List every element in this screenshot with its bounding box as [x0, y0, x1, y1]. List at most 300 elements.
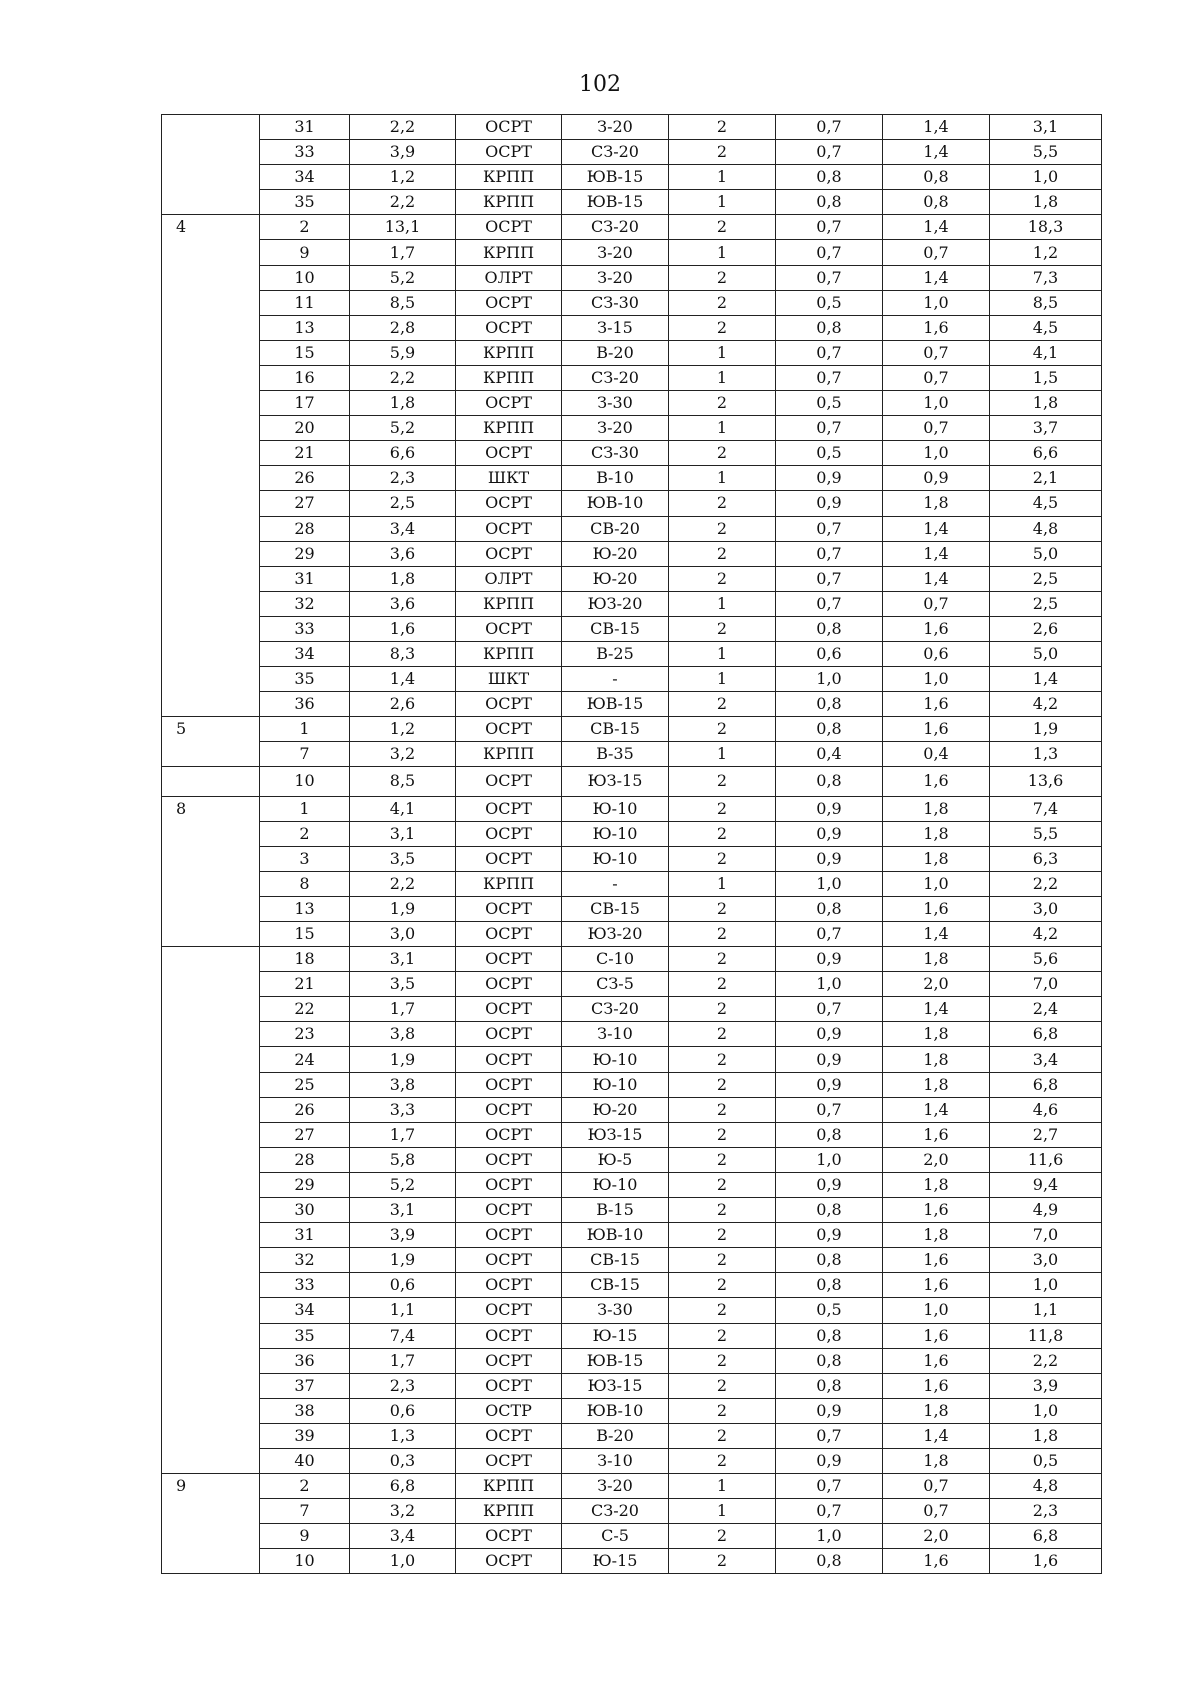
table-cell: 0,7 [883, 591, 990, 616]
table-cell: З-20 [562, 416, 669, 441]
table-cell: 1,5 [990, 365, 1102, 390]
table-cell: 2 [669, 1423, 776, 1448]
table-row [162, 641, 1102, 666]
table-cell: 0,7 [776, 1097, 883, 1122]
table-cell: 1,8 [883, 1398, 990, 1423]
table-cell: 27 [260, 491, 350, 516]
table-row [162, 1298, 1102, 1323]
table-cell: 2 [669, 1198, 776, 1223]
table-cell: 1,6 [883, 1122, 990, 1147]
table-cell: З-20 [562, 1474, 669, 1499]
table-row [162, 441, 1102, 466]
table-cell: 0,9 [776, 491, 883, 516]
table-cell: ОСРТ [456, 1423, 562, 1448]
group-label-cell: 9 [162, 1474, 260, 1574]
table-cell: 1 [669, 190, 776, 215]
table-cell: 2 [669, 821, 776, 846]
table-cell: ОСРТ [456, 1147, 562, 1172]
table-cell: 1,6 [883, 896, 990, 921]
table-cell: 0,7 [776, 140, 883, 165]
table-row [162, 1172, 1102, 1197]
table-cell: С-10 [562, 947, 669, 972]
table-row [162, 997, 1102, 1022]
table-cell: 0,8 [776, 692, 883, 717]
table-cell: 2 [669, 616, 776, 641]
table-cell: ЮВ-10 [562, 1223, 669, 1248]
table-row [162, 1549, 1102, 1574]
table-cell: 1,8 [990, 1423, 1102, 1448]
table-cell: 1,6 [990, 1549, 1102, 1574]
table-cell: 2 [669, 1373, 776, 1398]
table-cell: 3,7 [990, 416, 1102, 441]
table-cell: 2 [669, 1448, 776, 1473]
table-cell: 7 [260, 742, 350, 767]
table-cell: 5,8 [350, 1147, 456, 1172]
table-cell: 1 [669, 365, 776, 390]
table-row [162, 190, 1102, 215]
table-cell: 26 [260, 1097, 350, 1122]
table-cell: 2 [669, 1323, 776, 1348]
table-cell: 0,8 [776, 1273, 883, 1298]
table-cell: 23 [260, 1022, 350, 1047]
table-cell: 4,9 [990, 1198, 1102, 1223]
table-cell: 2,4 [990, 997, 1102, 1022]
table-cell: 0,8 [776, 1373, 883, 1398]
table-row [162, 1398, 1102, 1423]
table-cell: 0,5 [776, 290, 883, 315]
table-cell: 0,5 [990, 1448, 1102, 1473]
table-cell: 1,4 [883, 541, 990, 566]
table-row [162, 1147, 1102, 1172]
table-cell: 0,8 [776, 767, 883, 796]
group-label-cell [162, 767, 260, 796]
table-cell: 2 [669, 1273, 776, 1298]
table-cell: 1,0 [350, 1549, 456, 1574]
table-cell: ОСРТ [456, 1122, 562, 1147]
table-cell: 0,6 [350, 1273, 456, 1298]
table-cell: 0,7 [883, 416, 990, 441]
table-cell: 0,7 [776, 265, 883, 290]
table-cell: 2 [260, 1474, 350, 1499]
table-cell: 2 [260, 821, 350, 846]
table-row [162, 767, 1102, 796]
table-cell: 1,6 [883, 1248, 990, 1273]
table-cell: КРПП [456, 1499, 562, 1524]
table-row [162, 1097, 1102, 1122]
table-cell: ОСРТ [456, 922, 562, 947]
table-row [162, 796, 1102, 821]
table-cell: ОСРТ [456, 1248, 562, 1273]
table-cell: 2 [669, 315, 776, 340]
table-cell: 18,3 [990, 215, 1102, 240]
table-cell: 1,6 [883, 1323, 990, 1348]
table-cell: 4,5 [990, 491, 1102, 516]
table-cell: 1,0 [990, 1273, 1102, 1298]
table-row [162, 391, 1102, 416]
table-cell: 5,2 [350, 1172, 456, 1197]
table-cell: З-20 [562, 240, 669, 265]
table-cell: 0,4 [883, 742, 990, 767]
table-cell: ОСРТ [456, 1373, 562, 1398]
table-row [162, 1524, 1102, 1549]
table-cell: КРПП [456, 641, 562, 666]
table-cell: 25 [260, 1072, 350, 1097]
table-cell: 0,9 [776, 796, 883, 821]
table-cell: 1,8 [350, 391, 456, 416]
table-cell: 1,8 [883, 491, 990, 516]
table-cell: 0,9 [883, 466, 990, 491]
table-row [162, 541, 1102, 566]
table-cell: 0,9 [776, 1047, 883, 1072]
table-cell: 0,7 [776, 240, 883, 265]
table-row [162, 1022, 1102, 1047]
table-cell: 2 [669, 1172, 776, 1197]
table-cell: 0,7 [776, 215, 883, 240]
table-cell: 0,8 [776, 1198, 883, 1223]
table-cell: 0,4 [776, 742, 883, 767]
table-cell: 0,9 [776, 1172, 883, 1197]
table-cell: 3,4 [350, 1524, 456, 1549]
table-cell: В-20 [562, 340, 669, 365]
table-row [162, 1448, 1102, 1473]
table-row [162, 1323, 1102, 1348]
table-cell: 0,8 [883, 165, 990, 190]
table-cell: 1,0 [776, 972, 883, 997]
table-cell: 13,1 [350, 215, 456, 240]
table-cell: 1,8 [350, 566, 456, 591]
table-cell: Ю-20 [562, 541, 669, 566]
table-cell: 0,7 [883, 1499, 990, 1524]
table-cell: 1,0 [883, 871, 990, 896]
table-cell: 3,8 [350, 1022, 456, 1047]
table-cell: 1,0 [776, 1147, 883, 1172]
table-cell: 1,3 [350, 1423, 456, 1448]
table-cell: 0,8 [776, 190, 883, 215]
table-cell: 2 [669, 997, 776, 1022]
table-cell: 4,2 [990, 692, 1102, 717]
table-cell: 1,4 [883, 1097, 990, 1122]
table-cell: 2,5 [350, 491, 456, 516]
table-cell: 1 [669, 416, 776, 441]
table-row [162, 416, 1102, 441]
table-row [162, 315, 1102, 340]
table-cell: 5,5 [990, 140, 1102, 165]
table-cell: 0,3 [350, 1448, 456, 1473]
table-cell: ОСРТ [456, 1097, 562, 1122]
table-cell: 1,6 [883, 692, 990, 717]
table-cell: 2 [669, 717, 776, 742]
table-cell: 1 [669, 165, 776, 190]
table-cell: 3,9 [990, 1373, 1102, 1398]
table-row [162, 1499, 1102, 1524]
table-cell: 31 [260, 1223, 350, 1248]
table-cell: 16 [260, 365, 350, 390]
table-cell: 36 [260, 1348, 350, 1373]
table-cell: ОСРТ [456, 972, 562, 997]
table-cell: ОСРТ [456, 1298, 562, 1323]
table-cell: 1,6 [883, 616, 990, 641]
table-cell: 1,3 [990, 742, 1102, 767]
table-row [162, 290, 1102, 315]
table-cell: 2 [669, 1348, 776, 1373]
table-cell: 13,6 [990, 767, 1102, 796]
table-cell: 35 [260, 1323, 350, 1348]
table-cell: 1,4 [883, 1423, 990, 1448]
table-cell: 4,6 [990, 1097, 1102, 1122]
table-cell: 1,8 [883, 1047, 990, 1072]
table-cell: 0,8 [883, 190, 990, 215]
table-cell: СВ-15 [562, 896, 669, 921]
table-cell: 2 [669, 972, 776, 997]
table-cell: 2 [669, 140, 776, 165]
table-cell: 3,1 [350, 947, 456, 972]
table-cell: 2 [669, 1147, 776, 1172]
table-cell: 1,6 [883, 1373, 990, 1398]
table-cell: ЮЗ-20 [562, 591, 669, 616]
table-cell: 4,1 [990, 340, 1102, 365]
table-row [162, 821, 1102, 846]
table-cell: СВ-15 [562, 1248, 669, 1273]
table-cell: 1,8 [883, 1448, 990, 1473]
table-row [162, 1223, 1102, 1248]
table-row [162, 466, 1102, 491]
table-cell: 6,8 [990, 1022, 1102, 1047]
group-label-cell: 8 [162, 796, 260, 947]
table-cell: 28 [260, 1147, 350, 1172]
table-cell: 1,4 [990, 667, 1102, 692]
table-cell: 6,8 [350, 1474, 456, 1499]
table-cell: 33 [260, 616, 350, 641]
table-cell: 0,8 [776, 1323, 883, 1348]
table-cell: 1,0 [776, 871, 883, 896]
table-cell: 0,5 [776, 391, 883, 416]
table-cell: 1,0 [990, 1398, 1102, 1423]
table-cell: 15 [260, 340, 350, 365]
table-cell: 3,9 [350, 140, 456, 165]
table-cell: В-15 [562, 1198, 669, 1223]
table-cell: 3,5 [350, 972, 456, 997]
table-cell: 3,1 [350, 1198, 456, 1223]
table-cell: ОСРТ [456, 1172, 562, 1197]
table-cell: В-20 [562, 1423, 669, 1448]
table-cell: СВ-15 [562, 1273, 669, 1298]
table-cell: ОСРТ [456, 1323, 562, 1348]
table-cell: КРПП [456, 1474, 562, 1499]
table-row [162, 240, 1102, 265]
table-cell: ОСРТ [456, 717, 562, 742]
table-cell: 1,6 [883, 315, 990, 340]
table-cell: СЗ-20 [562, 997, 669, 1022]
table-cell: 2,0 [883, 1147, 990, 1172]
table-cell: 1,8 [883, 1223, 990, 1248]
table-cell: 1,7 [350, 240, 456, 265]
table-cell: ОСРТ [456, 1348, 562, 1373]
table-cell: 2 [669, 767, 776, 796]
table-cell: 1,8 [883, 846, 990, 871]
table-row [162, 616, 1102, 641]
table-cell: Ю-10 [562, 796, 669, 821]
table-cell: 7,0 [990, 972, 1102, 997]
table-cell: ОСРТ [456, 315, 562, 340]
table-cell: 1,7 [350, 1348, 456, 1373]
table-cell: 2 [669, 1097, 776, 1122]
table-cell: 3,1 [990, 115, 1102, 140]
table-cell: 2,5 [990, 591, 1102, 616]
table-row [162, 516, 1102, 541]
page-number: 102 [579, 72, 621, 97]
table-cell: ОСРТ [456, 541, 562, 566]
table-row [162, 1423, 1102, 1448]
table-cell: Ю-20 [562, 1097, 669, 1122]
table-cell: СВ-20 [562, 516, 669, 541]
table-cell: 2 [669, 1047, 776, 1072]
table-cell: ОСРТ [456, 215, 562, 240]
table-cell: 13 [260, 896, 350, 921]
table-cell: ЮЗ-15 [562, 1122, 669, 1147]
table-cell: 3,3 [350, 1097, 456, 1122]
table-cell: 7,0 [990, 1223, 1102, 1248]
table-cell: 0,9 [776, 1022, 883, 1047]
table-row [162, 140, 1102, 165]
table-cell: ЮВ-15 [562, 692, 669, 717]
table-cell: 37 [260, 1373, 350, 1398]
table-cell: 0,7 [776, 516, 883, 541]
table-cell: З-30 [562, 391, 669, 416]
table-cell: 32 [260, 591, 350, 616]
table-cell: ОСТР [456, 1398, 562, 1423]
table-cell: С-5 [562, 1524, 669, 1549]
table-cell: 31 [260, 566, 350, 591]
table-cell: 4,5 [990, 315, 1102, 340]
table-cell: 9 [260, 240, 350, 265]
table-cell: 1,0 [990, 165, 1102, 190]
table-cell: 1,0 [776, 667, 883, 692]
table-cell: 2,0 [883, 972, 990, 997]
table-cell: 0,5 [776, 1298, 883, 1323]
table-cell: 1,9 [350, 896, 456, 921]
table-cell: 1,0 [883, 667, 990, 692]
table-cell: 2,6 [990, 616, 1102, 641]
table-cell: Ю-10 [562, 821, 669, 846]
table-cell: 5,2 [350, 416, 456, 441]
table-cell: 1,2 [350, 717, 456, 742]
table-cell: 6,8 [990, 1072, 1102, 1097]
table-cell: 2 [669, 796, 776, 821]
table-cell: КРПП [456, 591, 562, 616]
table-cell: КРПП [456, 240, 562, 265]
table-cell: КРПП [456, 365, 562, 390]
table-cell: 32 [260, 1248, 350, 1273]
table-cell: ОСРТ [456, 1047, 562, 1072]
table-cell: 2 [669, 491, 776, 516]
table-cell: 1,4 [883, 265, 990, 290]
table-cell: 24 [260, 1047, 350, 1072]
table-cell: 0,9 [776, 466, 883, 491]
table-cell: ОСРТ [456, 796, 562, 821]
table-cell: 6,3 [990, 846, 1102, 871]
table-cell: 33 [260, 140, 350, 165]
table-cell: 1 [669, 871, 776, 896]
table-cell: 1 [669, 240, 776, 265]
table-cell: 10 [260, 1549, 350, 1574]
table-cell: 2,8 [350, 315, 456, 340]
table-cell: 3,2 [350, 1499, 456, 1524]
table-cell: 3,6 [350, 541, 456, 566]
table-cell: СВ-15 [562, 616, 669, 641]
table-cell: 1 [669, 667, 776, 692]
table-row [162, 566, 1102, 591]
table-cell: ОСРТ [456, 947, 562, 972]
table-cell: 0,8 [776, 896, 883, 921]
table-cell: ОСРТ [456, 491, 562, 516]
table-cell: В-35 [562, 742, 669, 767]
table-cell: 1,1 [350, 1298, 456, 1323]
table-cell: 8,5 [350, 767, 456, 796]
table-cell: 0,7 [776, 365, 883, 390]
table-cell: 1,0 [776, 1524, 883, 1549]
table-cell: 7,4 [990, 796, 1102, 821]
table-cell: 2,7 [990, 1122, 1102, 1147]
table-cell: ЮВ-15 [562, 190, 669, 215]
table-cell: 1,0 [883, 391, 990, 416]
table-cell: ОСРТ [456, 997, 562, 1022]
group-label-cell [162, 115, 260, 215]
group-label-cell: 4 [162, 215, 260, 717]
table-cell: ЮЗ-15 [562, 1373, 669, 1398]
table-cell: 2 [260, 215, 350, 240]
table-row [162, 165, 1102, 190]
table-cell: 35 [260, 190, 350, 215]
table-cell: 2,2 [990, 1348, 1102, 1373]
table-cell: ЮВ-10 [562, 1398, 669, 1423]
table-cell: ОСРТ [456, 1273, 562, 1298]
table-cell: Ю-10 [562, 1047, 669, 1072]
table-cell: 1 [669, 340, 776, 365]
table-cell: 3,9 [350, 1223, 456, 1248]
table-cell: 5,5 [990, 821, 1102, 846]
table-row [162, 1248, 1102, 1273]
table-cell: 0,7 [776, 997, 883, 1022]
table-cell: ОСРТ [456, 140, 562, 165]
table-cell: Ю-5 [562, 1147, 669, 1172]
table-cell: 3,0 [990, 1248, 1102, 1273]
table-cell: ОСРТ [456, 1524, 562, 1549]
table-cell: КРПП [456, 416, 562, 441]
table-cell: 0,7 [776, 115, 883, 140]
table-cell: 28 [260, 516, 350, 541]
table-cell: 11 [260, 290, 350, 315]
table-cell: 1,6 [883, 1273, 990, 1298]
table-cell: 18 [260, 947, 350, 972]
table-cell: ЮВ-15 [562, 165, 669, 190]
table-cell: 1,6 [350, 616, 456, 641]
table-cell: 1,0 [883, 1298, 990, 1323]
table-cell: 36 [260, 692, 350, 717]
table-cell: 2 [669, 265, 776, 290]
table-cell: 0,9 [776, 846, 883, 871]
table-cell: 1,8 [883, 796, 990, 821]
table-cell: СЗ-30 [562, 441, 669, 466]
table-cell: 2,2 [350, 365, 456, 390]
table-cell: 8,5 [350, 290, 456, 315]
table-row [162, 1273, 1102, 1298]
table-cell: ОЛРТ [456, 265, 562, 290]
table-cell: 2 [669, 115, 776, 140]
table-cell: 1,4 [883, 566, 990, 591]
table-row [162, 1373, 1102, 1398]
table-row [162, 717, 1102, 742]
table-cell: 33 [260, 1273, 350, 1298]
